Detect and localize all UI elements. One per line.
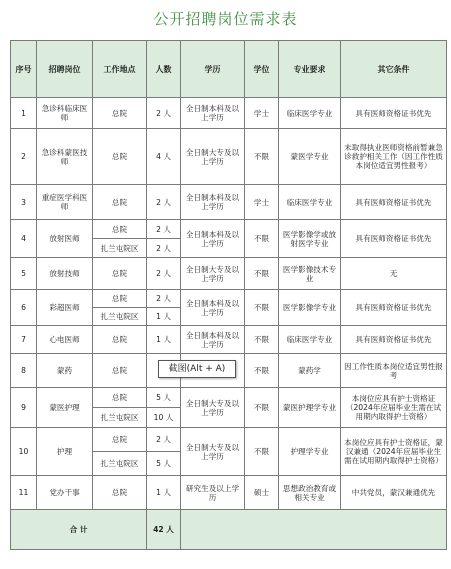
cell-position: 急诊科临床医师 (37, 98, 93, 129)
header-position: 招聘岗位 (37, 41, 93, 98)
cell-education: 全日制本科及以上学历 (181, 290, 245, 326)
cell-count: 4 人 (147, 129, 181, 185)
cell-position: 蒙药 (37, 354, 93, 388)
cell-count: 2 人 (147, 220, 181, 239)
cell-location: 总院 (93, 98, 147, 129)
cell-other: 因工作性质本岗位适宜男性报考 (341, 354, 447, 388)
cell-education: 全日制大专及以上学历 (181, 129, 245, 185)
header-degree: 学位 (245, 41, 279, 98)
cell-location: 总院 (93, 428, 147, 452)
screenshot-tooltip: 截图(Alt + A) (158, 360, 236, 378)
cell-location: 总院 (93, 129, 147, 185)
cell-other: 具有医师资格证书优先 (341, 290, 447, 326)
cell-degree: 不限 (245, 388, 279, 428)
table-row (11, 388, 447, 408)
cell-location: 总院 (93, 388, 147, 408)
total-label: 合 计 (11, 510, 147, 550)
cell-position: 放射医师 (37, 220, 93, 258)
cell-other: 具有医师资格证书优先 (341, 326, 447, 354)
cell-degree: 不限 (245, 220, 279, 258)
header-count: 人数 (147, 41, 181, 98)
cell-education: 全日制本科及以上学历 (181, 98, 245, 129)
cell-other: 本岗位应具有护士资格证，蒙汉兼通（2024年应届毕业生需在试用期内取得护士资格） (341, 428, 447, 476)
cell-major: 临床医学专业 (279, 326, 341, 354)
cell-education: 全日制大专及以上学历 (181, 428, 245, 476)
cell-seq: 2 (11, 129, 37, 185)
cell-major: 临床医学专业 (279, 185, 341, 220)
cell-major: 护理学专业 (279, 428, 341, 476)
page-title: 公开招聘岗位需求表 (153, 10, 298, 28)
cell-degree: 学士 (245, 185, 279, 220)
header-other: 其它条件 (341, 41, 447, 98)
cell-major: 蒙医护理学专业 (279, 388, 341, 428)
cell-location: 总院 (93, 258, 147, 290)
cell-degree: 学士 (245, 98, 279, 129)
cell-education: 全日制大专及以上学历 (181, 388, 245, 428)
cell-major: 蒙医学专业 (279, 129, 341, 185)
cell-count: 2 人 (147, 428, 181, 452)
cell-seq: 6 (11, 290, 37, 326)
cell-seq: 4 (11, 220, 37, 258)
table-row (11, 185, 447, 220)
cell-other: 具有医师资格证书优先 (341, 220, 447, 258)
cell-degree: 不限 (245, 428, 279, 476)
cell-education: 全日制本科及以上学历 (181, 185, 245, 220)
table-row (11, 220, 447, 239)
table-row (11, 428, 447, 452)
cell-education: 全日制本科及以上学历 (181, 220, 245, 258)
cell-major: 临床医学专业 (279, 98, 341, 129)
cell-other: 本岗位应具有护士资格证（2024年应届毕业生需在试用期内取得护士资格） (341, 388, 447, 428)
cell-seq: 7 (11, 326, 37, 354)
header-major: 专业要求 (279, 41, 341, 98)
cell-seq: 10 (11, 428, 37, 476)
cell-major: 思想政治教育或相关专业 (279, 476, 341, 510)
cell-seq: 5 (11, 258, 37, 290)
cell-count: 5 人 (147, 388, 181, 408)
header-location: 工作地点 (93, 41, 147, 98)
header-seq: 序号 (11, 41, 37, 98)
cell-other: 具有医师资格证书优先 (341, 98, 447, 129)
cell-position: 急诊科蒙医技师 (37, 129, 93, 185)
total-empty (181, 510, 447, 550)
cell-major: 医学影像学专业 (279, 290, 341, 326)
table-row (11, 258, 447, 290)
cell-position: 护理 (37, 428, 93, 476)
cell-count: 1 人 (147, 476, 181, 510)
cell-count: 10 人 (147, 408, 181, 428)
cell-count: 5 人 (147, 452, 181, 476)
cell-education: 全日制大专及以上学历 (181, 258, 245, 290)
table-row (11, 98, 447, 129)
recruitment-table (10, 40, 447, 550)
cell-count: 2 人 (147, 290, 181, 308)
table-row (11, 326, 447, 354)
total-count: 42 人 (147, 510, 181, 550)
cell-seq: 3 (11, 185, 37, 220)
cell-seq: 1 (11, 98, 37, 129)
cell-location: 扎兰屯院区 (93, 452, 147, 476)
cell-count: 2 人 (147, 185, 181, 220)
cell-seq: 11 (11, 476, 37, 510)
cell-location: 总院 (93, 185, 147, 220)
cell-degree: 硕士 (245, 476, 279, 510)
cell-location: 扎兰屯院区 (93, 308, 147, 326)
cell-major: 医学影像学或放射医学专业 (279, 220, 341, 258)
cell-count: 2 人 (147, 258, 181, 290)
cell-degree: 不限 (245, 258, 279, 290)
cell-count: 2 人 (147, 239, 181, 258)
cell-location: 扎兰屯院区 (93, 239, 147, 258)
cell-location: 总院 (93, 220, 147, 239)
cell-position: 蒙医护理 (37, 388, 93, 428)
cell-degree: 不限 (245, 129, 279, 185)
cell-other: 无 (341, 258, 447, 290)
table-header-row (11, 41, 447, 98)
cell-education: 研究生及以上学历 (181, 476, 245, 510)
cell-degree: 不限 (245, 326, 279, 354)
total-row (11, 510, 447, 550)
cell-position: 重症医学科医师 (37, 185, 93, 220)
cell-other: 中共党员，蒙汉兼通优先 (341, 476, 447, 510)
cell-major: 蒙药学 (279, 354, 341, 388)
cell-major: 医学影像技术专业 (279, 258, 341, 290)
cell-education: 全日制本科及以上学历 (181, 326, 245, 354)
cell-seq: 9 (11, 388, 37, 428)
cell-location: 总院 (93, 326, 147, 354)
cell-position: 心电医师 (37, 326, 93, 354)
cell-other: 未取得执业医师资格前暂兼急诊救护相关工作（因工作性质本岗位适宜男性报考） (341, 129, 447, 185)
cell-location: 总院 (93, 476, 147, 510)
table-row (11, 290, 447, 308)
cell-location: 总院 (93, 290, 147, 308)
cell-degree: 不限 (245, 290, 279, 326)
cell-seq: 8 (11, 354, 37, 388)
cell-count: 1 人 (147, 326, 181, 354)
table-row (11, 129, 447, 185)
cell-location: 扎兰屯院区 (93, 408, 147, 428)
cell-position: 放射技师 (37, 258, 93, 290)
cell-location: 总院 (93, 354, 147, 388)
header-education: 学历 (181, 41, 245, 98)
cell-count: 2 人 (147, 98, 181, 129)
cell-degree: 不限 (245, 354, 279, 388)
cell-count: 1 人 (147, 308, 181, 326)
cell-other: 具有医师资格证书优先 (341, 185, 447, 220)
cell-position: 彩超医师 (37, 290, 93, 326)
cell-position: 党办干事 (37, 476, 93, 510)
table-row (11, 476, 447, 510)
